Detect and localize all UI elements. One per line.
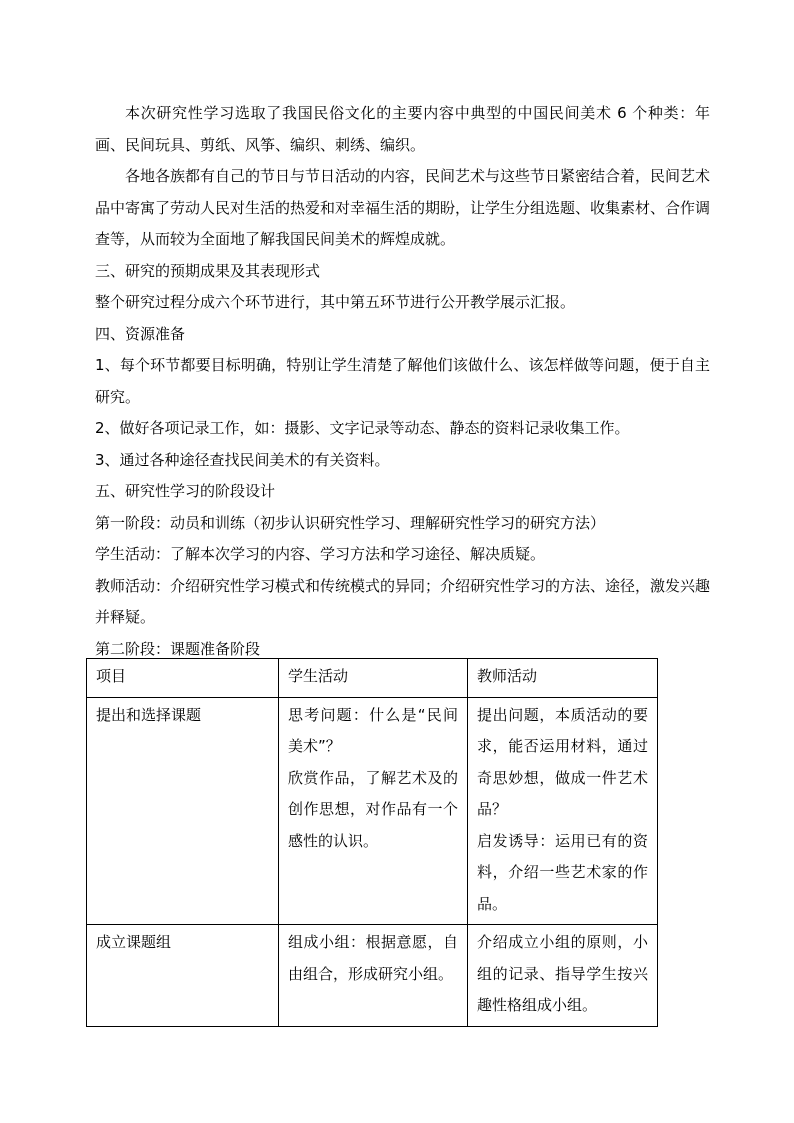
row-teacher-activity xyxy=(468,697,658,925)
intro-paragraph: 本次研究性学习选取了我国民俗文化的主要内容中典型的中国民间美术 6 个种类：年画、民间玩具、剪纸、风筝、编织、刺绣、编织。 xyxy=(95,104,710,154)
row-item: 提出和选择课题 xyxy=(87,697,279,925)
row-teacher-activity xyxy=(468,925,658,1027)
outcome-paragraph: 整个研究过程分成六个环节进行，其中第五环节进行公开教学展示汇报。 xyxy=(95,293,576,311)
row-student-activity xyxy=(279,925,468,1027)
header-student-activity: 学生活动 xyxy=(279,659,468,698)
section-heading-4: 四、资源准备 xyxy=(95,324,186,343)
table-row xyxy=(87,697,658,925)
stage-1-teacher-activity: 教师活动：介绍研究性学习模式和传统模式的异同；介绍研究性学习的方法、途径，激发兴趣并释疑。 xyxy=(95,576,711,626)
header-teacher-activity: 教师活动 xyxy=(468,659,658,698)
stage-1-heading: 第一阶段：动员和训练（初步认识研究性学习、理解研究性学习的研究方法） xyxy=(95,513,606,532)
student-activity-line: 思考问题：什么是“民间美术”？ xyxy=(288,705,458,755)
student-activity-line: 欣赏作品，了解艺术及的创作思想，对作品有一个感性的认识。 xyxy=(288,768,458,850)
festival-paragraph: 各地各族都有自己的节日与节日活动的内容，民间艺术与这些节日紧密结合着，民间艺术品中寄寓了劳动人民对生活的热爱和对幸福生活的期盼，让学生分组选题、收集素材、合作调查等，从而较为全面地了解我国民间美术的辉煌成就。 xyxy=(95,167,711,248)
student-activity-line: 组成小组：根据意愿，自由组合，形成研究小组。 xyxy=(288,933,458,983)
row-student-activity xyxy=(279,697,468,925)
resource-item-1: 1、每个环节都要目标明确，特别让学生清楚了解他们该做什么、该怎样做等问题，便于自主研究。 xyxy=(95,356,710,406)
document-body xyxy=(95,98,710,665)
table-row xyxy=(87,925,658,1027)
row-item: 成立课题组 xyxy=(87,925,279,1027)
teacher-activity-line: 介绍成立小组的原则，小组的记录、指导学生按兴趣性格组成小组。 xyxy=(477,933,648,1014)
resource-item-2: 2、做好各项记录工作，如：摄影、文字记录等动态、静态的资料记录收集工作。 xyxy=(95,419,630,437)
table-header-row xyxy=(87,659,658,698)
resource-item-3: 3、通过各种途径查找民间美术的有关资料。 xyxy=(95,450,390,469)
stage-2-heading: 第二阶段：课题准备阶段 xyxy=(95,639,261,658)
header-item: 项目 xyxy=(87,659,279,698)
teacher-activity-line: 启发诱导：运用已有的资料，介绍一些艺术家的作品。 xyxy=(477,831,648,913)
teacher-activity-line: 提出问题，本质活动的要求，能否运用材料，通过奇思妙想，做成一件艺术品？ xyxy=(477,705,648,818)
stage-1-student-activity: 学生活动：了解本次学习的内容、学习方法和学习途径、解决质疑。 xyxy=(95,545,546,563)
stage-2-table xyxy=(86,658,658,1027)
section-heading-5: 五、研究性学习的阶段设计 xyxy=(95,482,276,500)
section-heading-3: 三、研究的预期成果及其表现形式 xyxy=(95,261,321,280)
